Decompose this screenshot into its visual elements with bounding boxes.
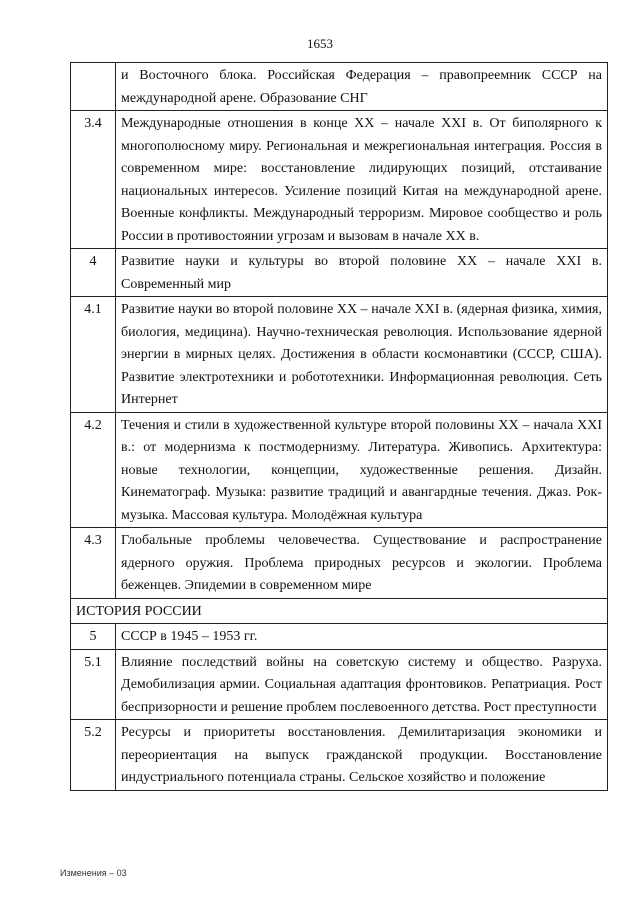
row-description: Влияние последствий войны на советскую систему и общество. Разруха. Демобилизация армии. Социальная адаптация фронтовиков. Репатриация. Рост беспризорности и решение проблем послевоенного детства. Рост преступности (116, 649, 608, 720)
row-number: 3.4 (71, 111, 116, 249)
row-description: Развитие науки и культуры во второй половине XX – начале XXI в. Современный мир (116, 249, 608, 297)
table-row (71, 249, 608, 297)
row-number: 5.2 (71, 720, 116, 791)
table-row (71, 297, 608, 413)
table-row (71, 649, 608, 720)
row-description: Течения и стили в художественной культуре второй половины XX – начала XXI в.: от модернизма к постмодернизму. Литература. Живопись. Архитектура: новые технологии, концепции, художественные решения. Дизайн. Кинематограф. Музыка: развитие традиций и авангардные течения. Джаз. Рок-музыка. Массовая культура. Молодёжная культура (116, 412, 608, 528)
table-row (71, 528, 608, 599)
row-number: 5 (71, 624, 116, 650)
row-number: 4.3 (71, 528, 116, 599)
footer-revision: Изменения – 03 (60, 868, 127, 878)
row-number (71, 63, 116, 111)
table-row (71, 63, 608, 111)
section-header-row (71, 598, 608, 624)
row-number: 4 (71, 249, 116, 297)
row-description: Международные отношения в конце XX – начале XXI в. От биполярного к многополюсному миру. Региональная и межрегиональная интеграция. Россия в современном мире: восстановление лидирующих позиций, отстаивание национальных интересов. Усиление позиций Китая на международной арене. Военные конфликты. Международный терроризм. Мировое сообщество и роль России в противостоянии угрозам и вызовам в начале XX в. (116, 111, 608, 249)
row-number: 4.1 (71, 297, 116, 413)
row-description: Глобальные проблемы человечества. Существование и распространение ядерного оружия. Проблема природных ресурсов и экологии. Проблема беженцев. Эпидемии в современном мире (116, 528, 608, 599)
section-title: ИСТОРИЯ РОССИИ (71, 598, 608, 624)
row-description: СССР в 1945 – 1953 гг. (116, 624, 608, 650)
row-description: Развитие науки во второй половине XX – начале XXI в. (ядерная физика, химия, биология, медицина). Научно-техническая революция. Использование ядерной энергии в мирных целях. Достижения в области космонавтики (СССР, США). Развитие электротехники и робототехники. Информационная революция. Сеть Интернет (116, 297, 608, 413)
table-row (71, 624, 608, 650)
table-row (71, 412, 608, 528)
row-number: 5.1 (71, 649, 116, 720)
row-description: и Восточного блока. Российская Федерация – правопреемник СССР на международной арене. Образование СНГ (116, 63, 608, 111)
row-number: 4.2 (71, 412, 116, 528)
page-number: 1653 (307, 36, 333, 51)
row-description: Ресурсы и приоритеты восстановления. Демилитаризация экономики и переориентация на выпуск гражданской продукции. Восстановление индустриального потенциала страны. Сельское хозяйство и положение (116, 720, 608, 791)
table-row (71, 720, 608, 791)
syllabus-table (70, 62, 608, 791)
table-row (71, 111, 608, 249)
